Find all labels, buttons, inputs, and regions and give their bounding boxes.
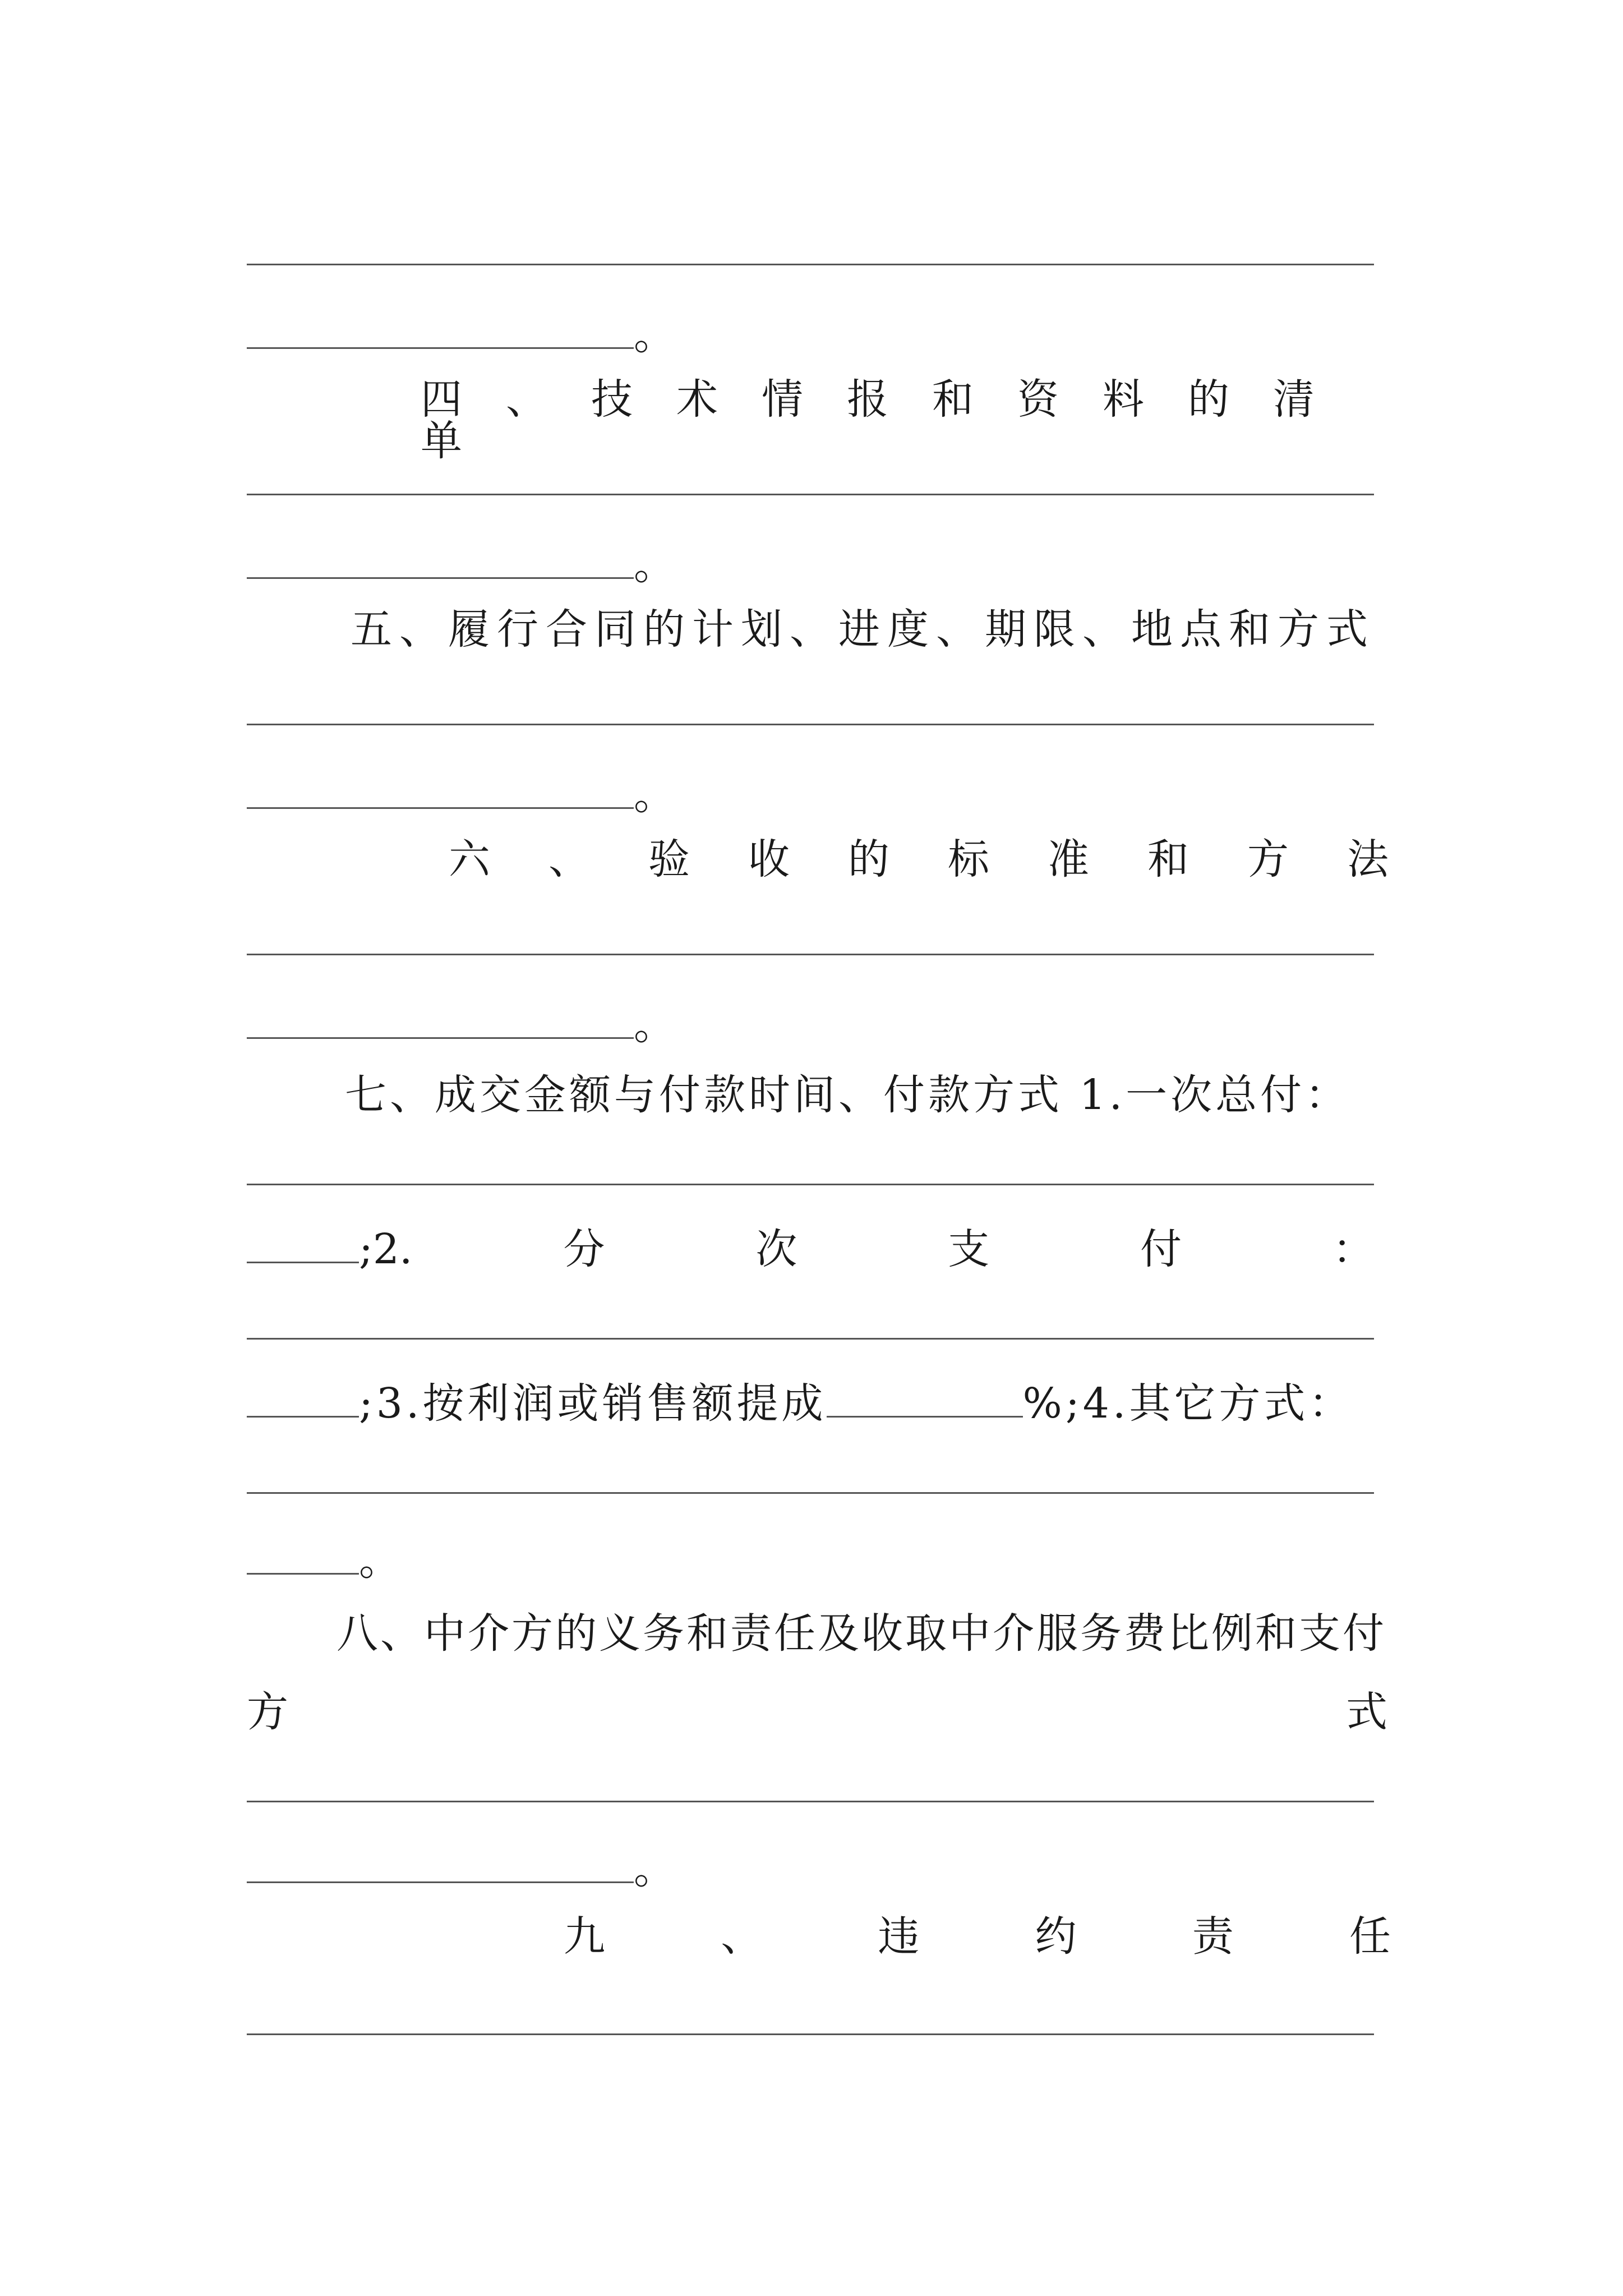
section-9-title — [564, 1912, 1391, 1961]
section-4-title — [421, 375, 1391, 465]
section-4-title-text: 四、技术情报和资料的清单 — [421, 375, 1358, 465]
blank — [247, 1035, 634, 1039]
word: 违 — [878, 1912, 920, 1961]
blank — [247, 805, 634, 809]
blank-rule — [247, 1801, 1374, 1802]
section-7-line3: ;3.按利润或销售额提成 %;4.其它方式： — [247, 1383, 1353, 1424]
word: 分 — [563, 1225, 605, 1273]
section-8-line2-left: 方 — [247, 1688, 288, 1736]
blank-line-end: 。 — [247, 774, 675, 816]
blank — [247, 1259, 359, 1263]
word: 任 — [1349, 1912, 1391, 1961]
blank-rule — [247, 1184, 1374, 1185]
section-7-line1: 七、成交金额与付款时间、付款方式 1.一次总付： — [345, 1071, 1350, 1119]
blank-rule — [247, 2033, 1374, 2035]
section-7-line2 — [247, 1225, 1374, 1273]
blank — [827, 1414, 1023, 1418]
word: 九 — [564, 1912, 605, 1961]
word: 责 — [1192, 1912, 1234, 1961]
blank — [247, 1414, 359, 1418]
blank-rule — [247, 954, 1374, 955]
blank-rule — [247, 494, 1374, 495]
word: 、 — [721, 1912, 763, 1961]
word: ： — [1332, 1225, 1374, 1273]
section-6-title: 六、验收的标准和方法 — [449, 835, 1447, 884]
blank-line-end: 。 — [247, 1540, 400, 1581]
blank — [247, 1879, 634, 1883]
blank-line-end: 。 — [247, 314, 675, 356]
section-8-line1: 八、中介方的义务和责任及收取中介服务费比例和支付 — [336, 1609, 1386, 1658]
section-5-title: 五、履行合同的计划、进度、期限、地点和方式 — [351, 605, 1375, 654]
blank — [247, 345, 634, 349]
section-8-line2-right: 式 — [1346, 1688, 1387, 1736]
blank-rule — [247, 1338, 1374, 1340]
word: 次 — [755, 1225, 797, 1273]
blank — [247, 1571, 359, 1575]
line2-prefix: ;2. — [247, 1228, 413, 1270]
blank-rule — [247, 724, 1374, 725]
blank — [247, 575, 634, 579]
word: 支 — [948, 1225, 990, 1273]
blank-line-end: 。 — [247, 544, 675, 586]
word: 约 — [1035, 1912, 1077, 1961]
blank-line-end: 。 — [247, 1004, 675, 1046]
blank-line-end: 。 — [247, 1848, 675, 1890]
word: 付 — [1140, 1225, 1182, 1273]
blank-rule — [247, 264, 1374, 265]
blank-rule — [247, 1492, 1374, 1494]
